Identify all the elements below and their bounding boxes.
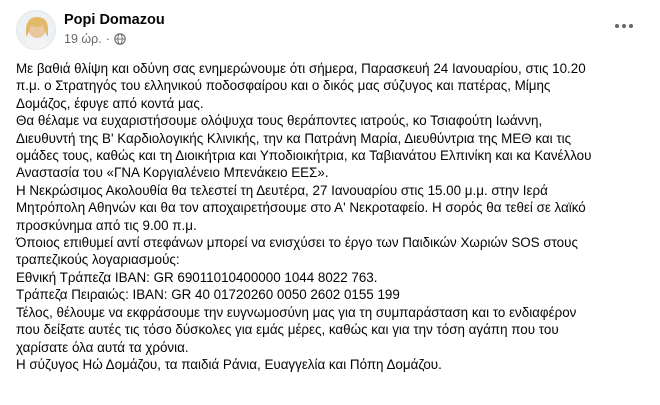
avatar-photo-icon: [17, 11, 56, 50]
post-meta: [64, 32, 126, 46]
post-header: [16, 10, 644, 52]
post-line: Η Νεκρώσιμος Ακολουθία θα τελεστεί τη Δευτέρα, 27 Ιανουαρίου στις 15.00 μ.μ. στην Ιερά: [16, 182, 548, 198]
author-name[interactable]: Popi Domazou: [64, 12, 165, 28]
author-avatar[interactable]: [16, 10, 56, 50]
post-line: Τέλος, θέλουμε να εκφράσουμε την ευγνωμοσύνη μας για τη συμπαράσταση και το ενδιαφέρον: [16, 304, 577, 320]
post-line: π.μ. ο Στρατηγός του ελληνικού ποδοσφαίρου και ο δικός μας σύζυγος και πατέρας, Μίμης: [16, 78, 551, 94]
post-line: που δείξατε αυτές τις τόσο δύσκολες για εμάς μέρες, καθώς και για την τόση αγάπη που του: [16, 322, 559, 338]
post-line: Με βαθιά θλίψη και οδύνη σας ενημερώνουμε ότι σήμερα, Παρασκευή 24 Ιανουαρίου, στις 10.20: [16, 61, 586, 76]
post-line: Τράπεζα Πειραιώς: IBAN: GR 40 01720260 0050 2602 0155 199: [16, 287, 400, 303]
post-line: Δομάζος, έφυγε από κοντά μας.: [16, 95, 204, 111]
meta-separator: ·: [105, 32, 110, 46]
post-line: Η σύζυγος Ηώ Δομάζου, τα παιδιά Ράνια, Ευαγγελία και Πόπη Δομάζου.: [16, 356, 442, 372]
post-line: ομάδες τους, καθώς και τη Διοικήτρια και Υποδιοικήτρια, κα Ταβιανάτου Ελπινίκη και κα Κανέλλου: [16, 148, 592, 164]
post-line: Διευθυντή της Β' Καρδιολογικής Κλινικής, την κα Πατράνη Μαρία, Διευθύντρια της ΜΕΘ και τις: [16, 130, 572, 146]
post-time[interactable]: 19 ώρ.: [64, 32, 102, 46]
post-line: Όποιος επιθυμεί αντί στεφάνων μπορεί να ενισχύσει το έργο των Παιδικών Χωριών SOS στους: [16, 235, 578, 251]
post-line: τραπεζικούς λογαριασμούς:: [16, 252, 180, 268]
post-line: χαρίσατε όλα αυτά τα χρόνια.: [16, 339, 189, 355]
post-line: Εθνική Τράπεζα IBAN: GR 69011010400000 1044 8022 763.: [16, 269, 378, 285]
more-dot: [622, 24, 626, 28]
post-line: Μητρόπολη Αθηνών και θα τον αποχαιρετήσουμε στο Α' Νεκροταφείο. Η σορός θα τεθεί σε λαϊκό: [16, 200, 586, 216]
globe-icon: [114, 33, 126, 45]
more-options-button[interactable]: [610, 16, 638, 36]
more-horizontal-icon: [615, 24, 619, 28]
post-body: [16, 60, 646, 373]
more-dot: [629, 24, 633, 28]
post-line: Αναστασία του «ΓΝΑ Κοργιαλένειο Μπενάκειο ΕΕΣ».: [16, 165, 329, 181]
post-line: προσκύνημα από τις 9.00 π.μ.: [16, 217, 197, 233]
post-line: Θα θέλαμε να ευχαριστήσουμε ολόψυχα τους θεράποντες ιατρούς, κο Τσιαφούτη Ιωάννη,: [16, 113, 543, 129]
